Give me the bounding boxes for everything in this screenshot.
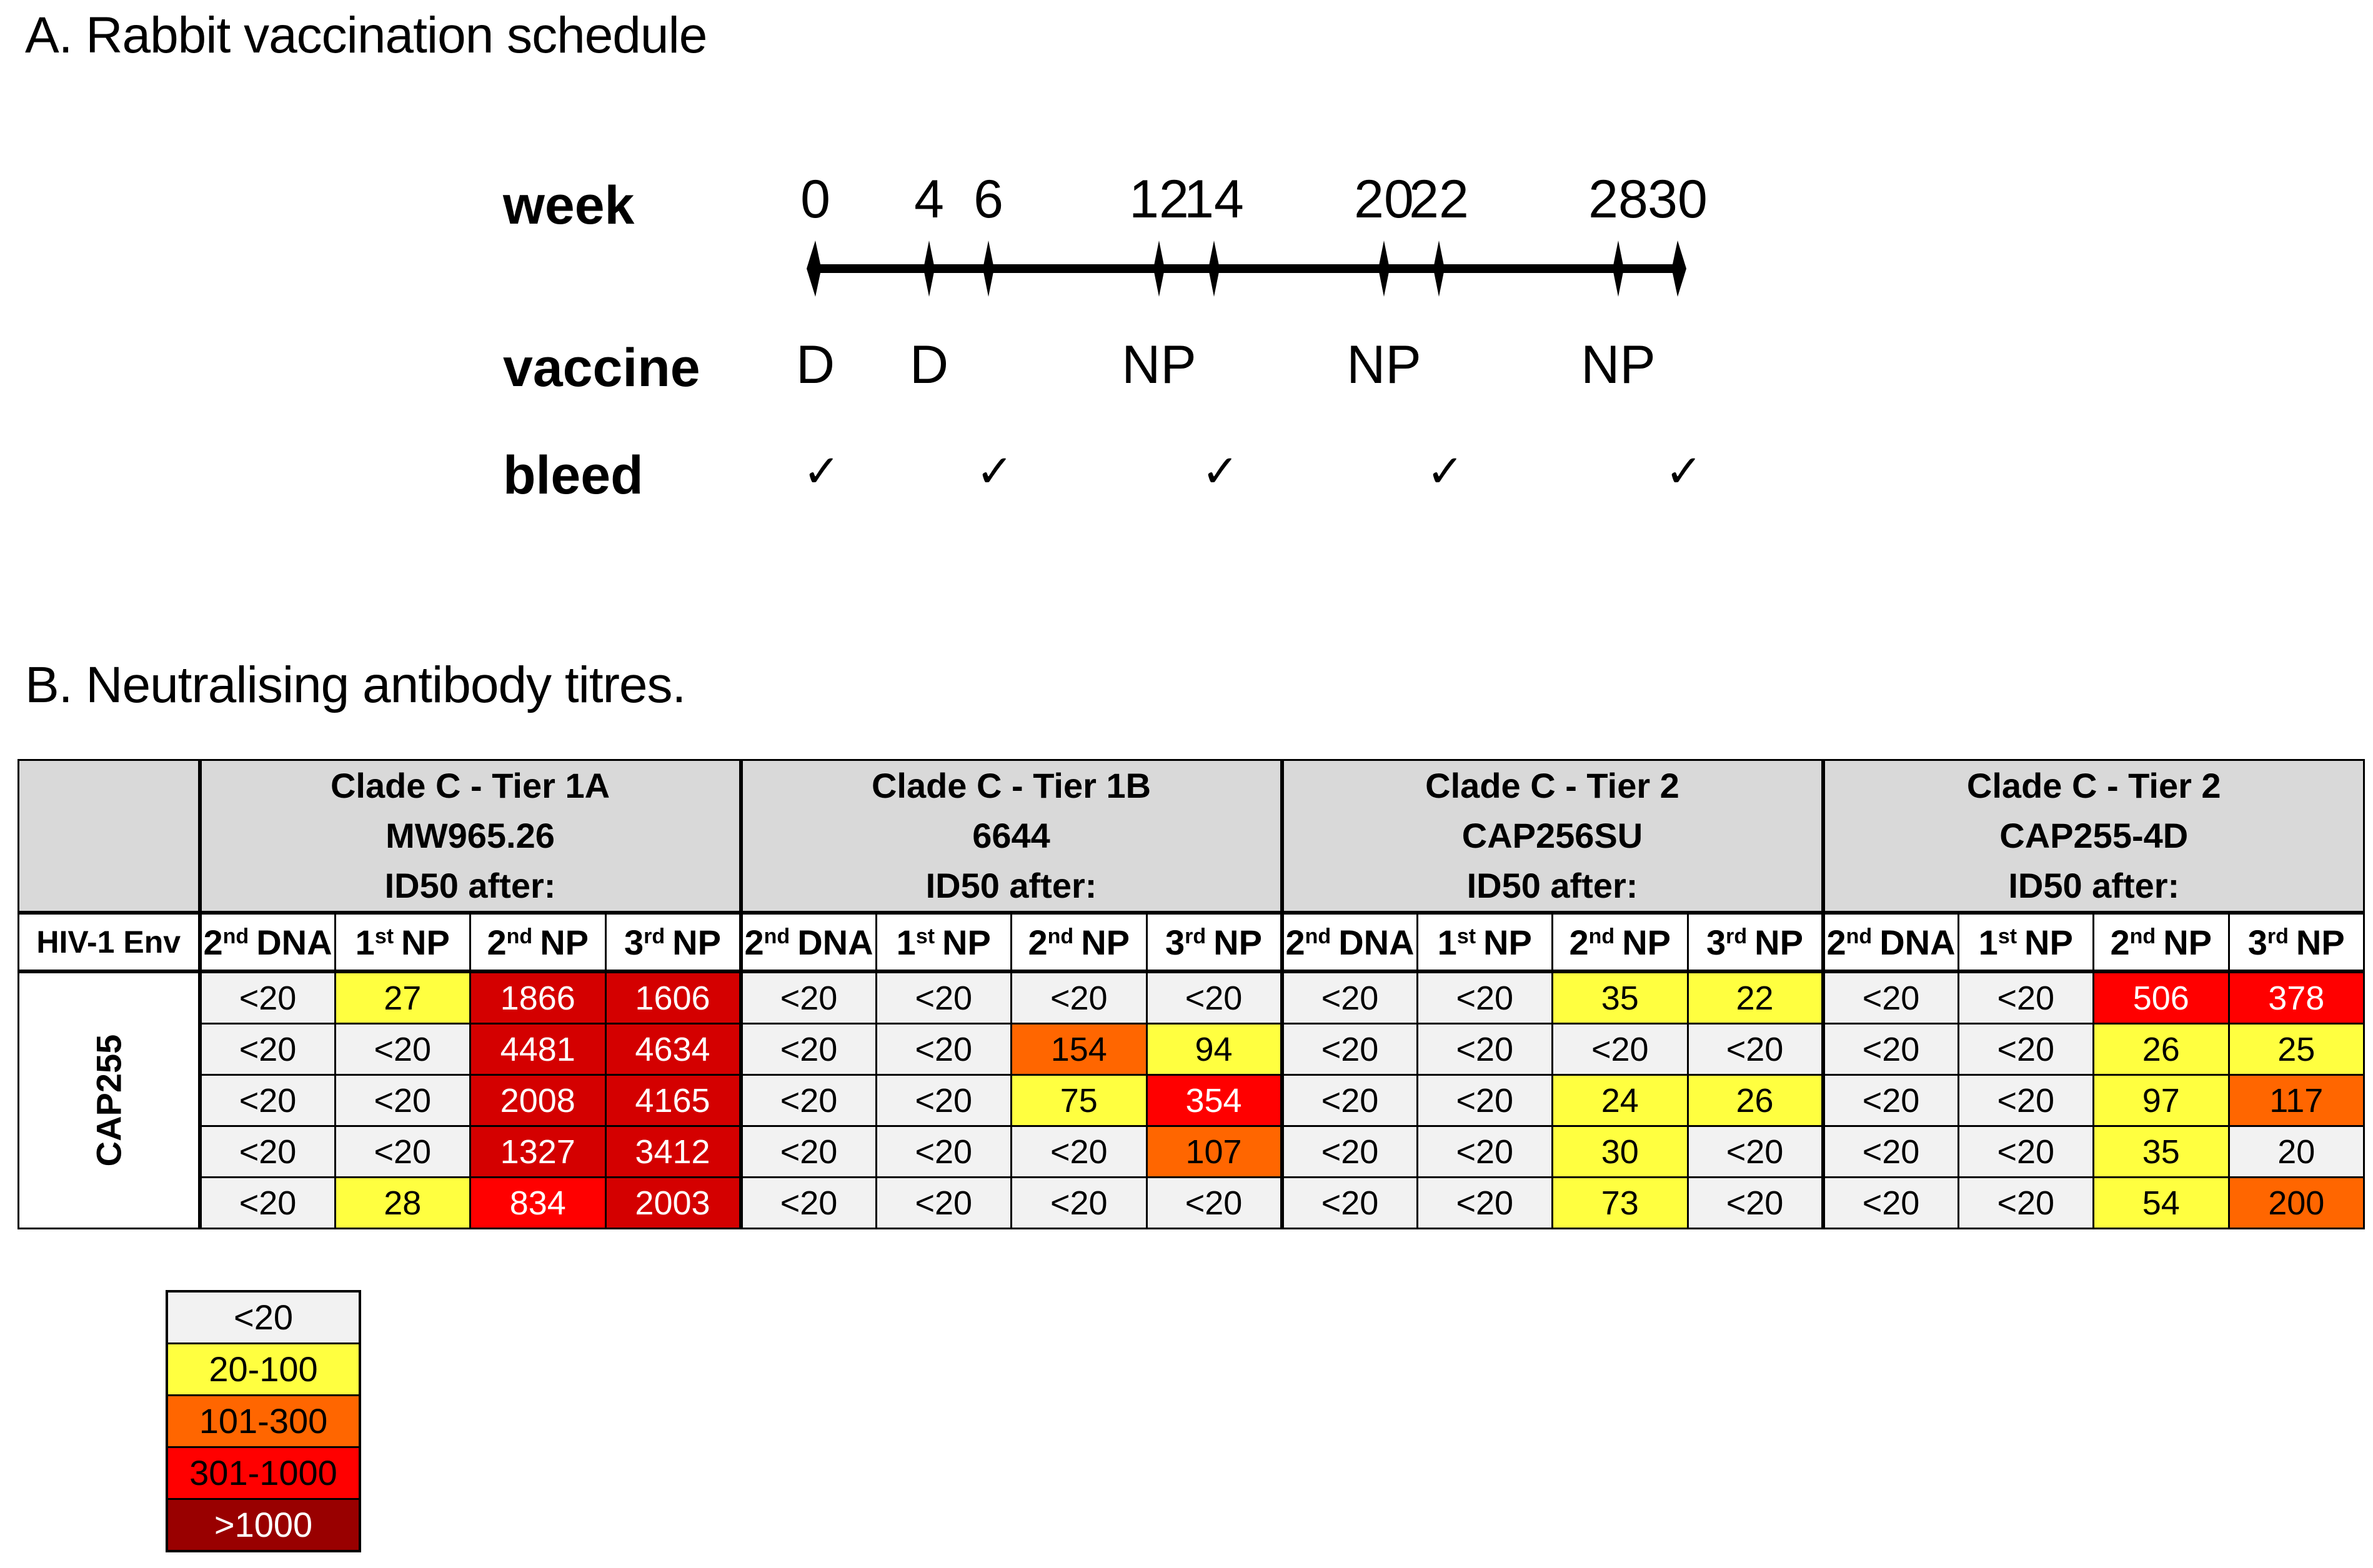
titre-cell: 2008 — [470, 1075, 606, 1126]
titre-cell: 4634 — [605, 1024, 741, 1075]
legend-item: 20-100 — [168, 1344, 359, 1396]
titre-cell: 154 — [1012, 1024, 1147, 1075]
timeline-axis — [0, 0, 2373, 562]
group-strain-label: MW965.26 — [386, 816, 555, 855]
titre-cell: 3412 — [605, 1126, 741, 1178]
titre-cell: <20 — [200, 971, 336, 1024]
titre-cell: <20 — [1012, 1126, 1147, 1178]
group-strain-label: 6644 — [972, 816, 1050, 855]
titre-cell: 35 — [1553, 971, 1688, 1024]
titre-cell: <20 — [200, 1126, 336, 1178]
panel-b-title: B. Neutralising antibody titres. — [25, 657, 686, 713]
checkmark-icon: ✓ — [802, 445, 841, 497]
vaccine-label: NP — [1122, 335, 1196, 395]
group-header-mw965 — [200, 760, 741, 913]
titre-cell: 26 — [1688, 1075, 1823, 1126]
titre-cell: 30 — [1553, 1126, 1688, 1178]
titre-cell: <20 — [1282, 1126, 1418, 1178]
titre-cell: 24 — [1553, 1075, 1688, 1126]
group-header-6644 — [741, 760, 1282, 913]
group-id50-label: ID50 after: — [384, 866, 556, 905]
subcolumn-header: 3rd NP — [605, 913, 741, 971]
titre-cell: 117 — [2229, 1075, 2364, 1126]
checkmark-icon: ✓ — [1201, 445, 1240, 497]
group-id50-label: ID50 after: — [925, 866, 1097, 905]
titre-cell: <20 — [1823, 1126, 1959, 1178]
titre-cell: <20 — [876, 1178, 1012, 1229]
titre-cell: <20 — [1417, 971, 1553, 1024]
week-number: 22 — [1409, 169, 1469, 229]
titre-cell: <20 — [1417, 1024, 1553, 1075]
titre-cell: 73 — [1553, 1178, 1688, 1229]
vaccine-label: NP — [1581, 335, 1656, 395]
titre-cell: 54 — [2094, 1178, 2229, 1229]
titre-cell: <20 — [335, 1126, 470, 1178]
titre-cell: <20 — [1147, 971, 1282, 1024]
diamond-marker-icon — [1613, 241, 1624, 297]
titre-cell: <20 — [1012, 1178, 1147, 1229]
week-number: 4 — [914, 169, 944, 229]
titre-cell: <20 — [1823, 1178, 1959, 1229]
subcolumn-header: 1st NP — [1417, 913, 1553, 971]
table-row — [19, 1075, 2364, 1126]
legend-item: 301-1000 — [168, 1448, 359, 1500]
titre-cell: <20 — [1282, 971, 1418, 1024]
group-header-cap256su — [1282, 760, 1823, 913]
group-clade-label: Clade C - Tier 1A — [330, 766, 610, 805]
titre-cell: 107 — [1147, 1126, 1282, 1178]
titre-cell: 25 — [2229, 1024, 2364, 1075]
titre-cell: 4481 — [470, 1024, 606, 1075]
titre-cell: 35 — [2094, 1126, 2229, 1178]
subcolumn-header: 2nd DNA — [741, 913, 877, 971]
group-strain-label: CAP255-4D — [1999, 816, 2189, 855]
titre-cell: <20 — [876, 971, 1012, 1024]
titre-cell: <20 — [876, 1126, 1012, 1178]
diamond-marker-icon — [1153, 241, 1165, 297]
subcolumn-header: 1st NP — [1958, 913, 2094, 971]
table-row — [19, 1178, 2364, 1229]
group-id50-label: ID50 after: — [1466, 866, 1638, 905]
titre-cell: <20 — [1958, 1178, 2094, 1229]
titre-cell: 354 — [1147, 1075, 1282, 1126]
titre-cell: 1866 — [470, 971, 606, 1024]
week-number: 30 — [1648, 169, 1708, 229]
table-row — [19, 1126, 2364, 1178]
subcolumn-header: 3rd NP — [1147, 913, 1282, 971]
week-number: 12 — [1129, 169, 1189, 229]
titre-cell: 94 — [1147, 1024, 1282, 1075]
legend-item: 101-300 — [168, 1396, 359, 1448]
vaccine-label: D — [909, 335, 949, 395]
vaccine-label: D — [795, 335, 835, 395]
table-row — [19, 1024, 2364, 1075]
group-id50-label: ID50 after: — [2008, 866, 2180, 905]
diamond-marker-icon — [1673, 241, 1686, 297]
titre-cell: <20 — [200, 1178, 336, 1229]
group-clade-label: Clade C - Tier 1B — [871, 766, 1152, 805]
titre-cell: 75 — [1012, 1075, 1147, 1126]
titre-cell: 1327 — [470, 1126, 606, 1178]
titre-cell: <20 — [1823, 971, 1959, 1024]
checkmark-icon: ✓ — [975, 445, 1014, 497]
titre-cell: <20 — [1417, 1075, 1553, 1126]
titre-cell: <20 — [1282, 1075, 1418, 1126]
subcolumn-header: 2nd DNA — [200, 913, 336, 971]
subcolumn-header: 2nd DNA — [1282, 913, 1418, 971]
titre-cell: 20 — [2229, 1126, 2364, 1178]
subcolumn-header: 2nd NP — [1012, 913, 1147, 971]
titre-cell: <20 — [1823, 1075, 1959, 1126]
titre-cell: <20 — [200, 1024, 336, 1075]
week-number: 6 — [973, 169, 1003, 229]
titre-cell: 506 — [2094, 971, 2229, 1024]
group-clade-label: Clade C - Tier 2 — [1966, 766, 2221, 805]
subcolumn-header: 1st NP — [876, 913, 1012, 971]
diamond-marker-icon — [807, 241, 820, 297]
titre-cell: 97 — [2094, 1075, 2229, 1126]
titre-cell: <20 — [741, 1024, 877, 1075]
week-number: 0 — [800, 169, 830, 229]
titre-table — [17, 759, 2365, 1229]
diamond-marker-icon — [923, 241, 935, 297]
legend-item: >1000 — [168, 1500, 359, 1550]
titre-cell: <20 — [876, 1075, 1012, 1126]
titre-cell: <20 — [1553, 1024, 1688, 1075]
diamond-marker-icon — [1433, 241, 1445, 297]
group-header-cap255-4d — [1823, 760, 2364, 913]
table-row — [19, 971, 2364, 1024]
subcolumn-header: 3rd NP — [1688, 913, 1823, 971]
subcolumn-header: 2nd NP — [1553, 913, 1688, 971]
titre-cell: <20 — [741, 1075, 877, 1126]
week-number: 14 — [1184, 169, 1244, 229]
titre-cell: <20 — [1958, 971, 2094, 1024]
titre-cell: <20 — [1012, 971, 1147, 1024]
titre-cell: <20 — [335, 1075, 470, 1126]
titre-cell: <20 — [741, 1126, 877, 1178]
titre-cell: <20 — [200, 1075, 336, 1126]
titre-cell: 378 — [2229, 971, 2364, 1024]
titre-cell: 200 — [2229, 1178, 2364, 1229]
titre-cell: <20 — [1823, 1024, 1959, 1075]
titre-cell: 28 — [335, 1178, 470, 1229]
legend-item: <20 — [168, 1293, 359, 1344]
titre-cell: <20 — [1688, 1024, 1823, 1075]
subcolumn-header: 2nd NP — [2094, 913, 2229, 971]
titre-cell: <20 — [1958, 1126, 2094, 1178]
hiv-env-header: HIV-1 Env — [19, 913, 200, 971]
diamond-marker-icon — [1208, 241, 1220, 297]
titre-cell: <20 — [1958, 1024, 2094, 1075]
titre-cell: <20 — [741, 1178, 877, 1229]
group-clade-label: Clade C - Tier 2 — [1425, 766, 1679, 805]
titre-cell: 1606 — [605, 971, 741, 1024]
env-row-group-label: CAP255 — [19, 971, 200, 1229]
titre-cell: <20 — [741, 971, 877, 1024]
titre-cell: 27 — [335, 971, 470, 1024]
subcolumn-header: 1st NP — [335, 913, 470, 971]
bleed-row-label: bleed — [503, 445, 644, 505]
vaccine-label: NP — [1346, 335, 1421, 395]
diamond-marker-icon — [1378, 241, 1390, 297]
titre-cell: 4165 — [605, 1075, 741, 1126]
checkmark-icon: ✓ — [1426, 445, 1465, 497]
subcolumn-header-row — [19, 913, 2364, 971]
corner-blank — [19, 760, 200, 913]
group-header-row — [19, 760, 2364, 913]
group-strain-label: CAP256SU — [1461, 816, 1643, 855]
week-number: 28 — [1588, 169, 1648, 229]
titre-cell: <20 — [1417, 1178, 1553, 1229]
titre-cell: <20 — [1958, 1075, 2094, 1126]
titre-cell: <20 — [1282, 1178, 1418, 1229]
panel-a-title: A. Rabbit vaccination schedule — [25, 7, 707, 64]
subcolumn-header: 2nd DNA — [1823, 913, 1959, 971]
titre-cell: <20 — [1417, 1126, 1553, 1178]
week-row-label: week — [503, 176, 635, 236]
subcolumn-header: 3rd NP — [2229, 913, 2364, 971]
titre-cell: 2003 — [605, 1178, 741, 1229]
titre-cell: <20 — [1688, 1126, 1823, 1178]
titre-cell: <20 — [876, 1024, 1012, 1075]
titre-cell: <20 — [1282, 1024, 1418, 1075]
titre-cell: 834 — [470, 1178, 606, 1229]
vaccine-row-label: vaccine — [503, 338, 700, 398]
titre-cell: 22 — [1688, 971, 1823, 1024]
checkmark-icon: ✓ — [1664, 445, 1703, 497]
color-legend — [166, 1290, 361, 1552]
subcolumn-header: 2nd NP — [470, 913, 606, 971]
week-number: 20 — [1354, 169, 1414, 229]
titre-cell: 26 — [2094, 1024, 2229, 1075]
titre-cell: <20 — [1688, 1178, 1823, 1229]
diamond-marker-icon — [983, 241, 994, 297]
titre-cell: <20 — [1147, 1178, 1282, 1229]
titre-cell: <20 — [335, 1024, 470, 1075]
